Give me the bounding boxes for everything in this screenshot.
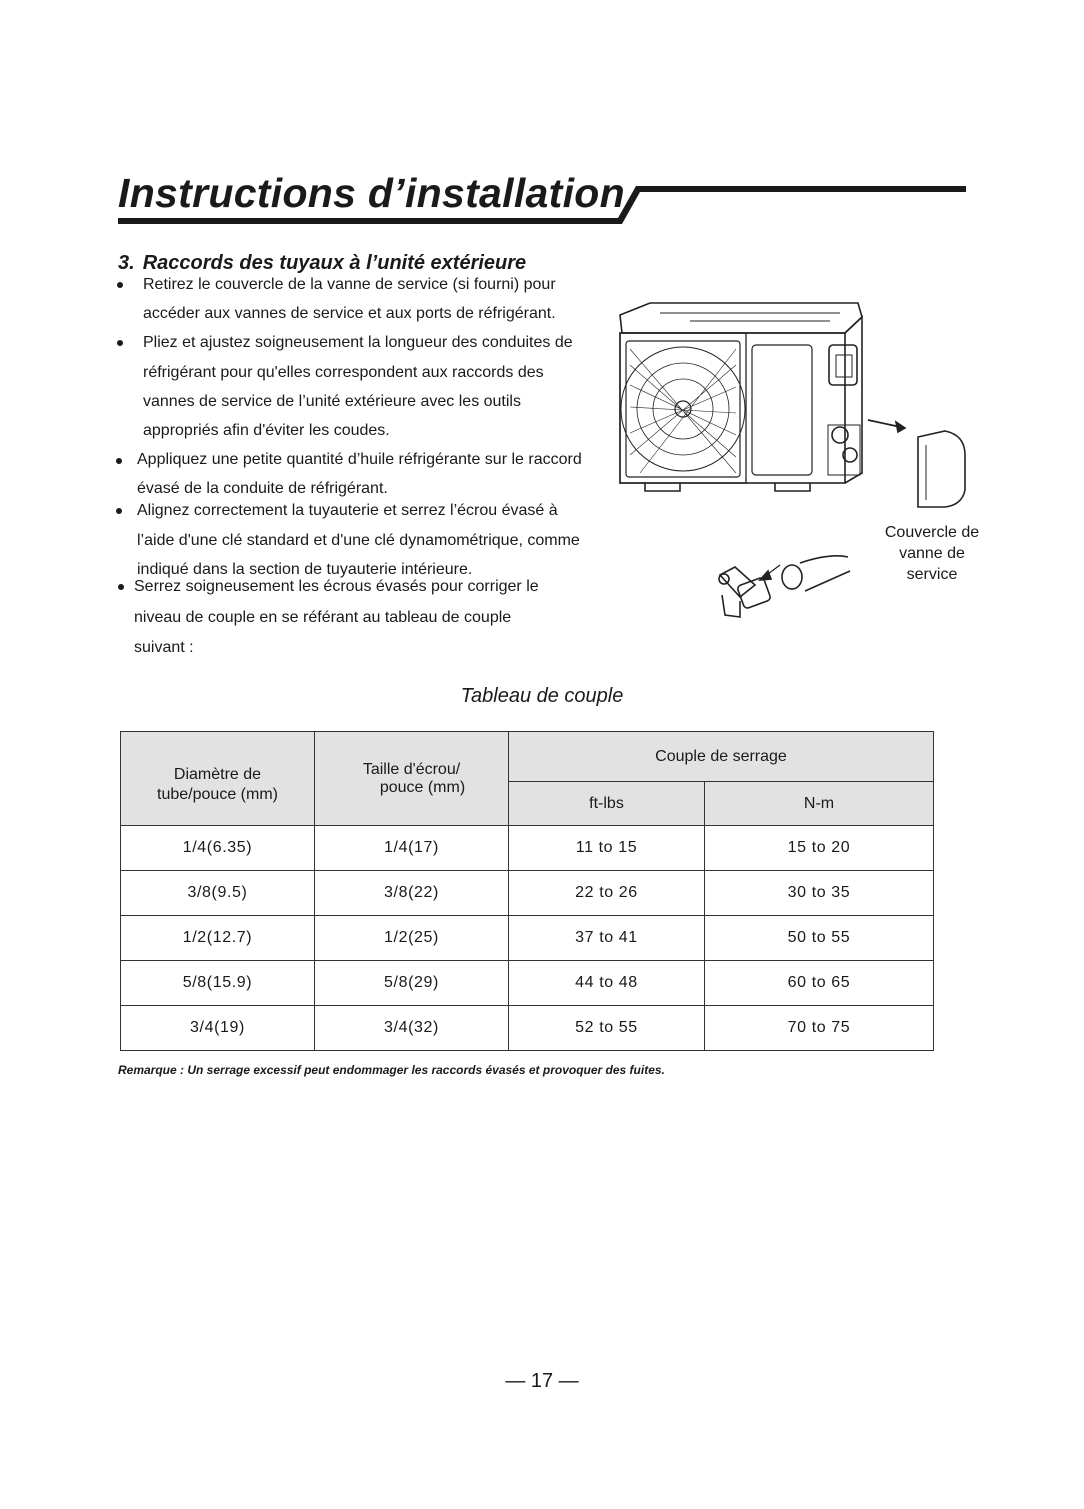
bullet-5-line-2: niveau de couple en se référant au tableau de couple [134,609,512,626]
cell-nm: 70 to 75 [705,1006,934,1051]
bullet-dot [116,458,122,464]
cell-nut-size: 1/4(17) [315,826,509,871]
cell-nut-size: 3/8(22) [315,871,509,916]
cover-caption-line-1: Couvercle de [884,524,980,541]
flare-fitting [782,565,802,589]
section-number: 3. [118,252,135,274]
table-row [121,1006,934,1051]
table-caption: Tableau de couple [460,685,624,707]
flare-nut [737,577,772,609]
bullet-dot [118,584,124,590]
header-nut-size-line-2: pouce (mm) [379,778,466,796]
cell-nut-size: 3/4(32) [315,1006,509,1051]
cell-nm: 50 to 55 [705,916,934,961]
cell-diameter: 1/2(12.7) [121,916,315,961]
header-ftlbs: ft-lbs [509,782,705,826]
bullet-dot [116,508,122,514]
torque-note: Remarque : Un serrage excessif peut endommager les raccords évasés et provoquer des fuites. [118,1063,665,1077]
cell-ftlbs: 37 to 41 [509,916,705,961]
bullet-1-line-2: accéder aux vannes de service et aux ports de réfrigérant. [143,305,556,322]
cell-ftlbs: 22 to 26 [509,871,705,916]
bullet-2-line-4: appropriés afin d'éviter les coudes. [143,422,390,439]
unit-top-cover [620,303,862,333]
table-row [121,871,934,916]
header-diameter-text: Diamètre de tube/pouce (mm) [157,765,278,803]
cell-nut-size: 1/2(25) [315,916,509,961]
cell-nm: 30 to 35 [705,871,934,916]
section-heading [118,252,526,275]
bullet-1-line-1: Retirez le couvercle de la vanne de service (si fourni) pour [143,276,556,293]
bullet-2-line-1: Pliez et ajustez soigneusement la longueur des conduites de [143,334,573,351]
title-rule [0,0,1084,240]
header-nut-size [315,732,509,826]
table-row [121,916,934,961]
outdoor-unit-illustration [600,295,1000,655]
section-title: Raccords des tuyaux à l’unité extérieure [142,252,527,274]
cell-nut-size: 5/8(29) [315,961,509,1006]
bullet-dot [117,282,123,288]
cell-diameter: 3/8(9.5) [121,871,315,916]
cell-ftlbs: 52 to 55 [509,1006,705,1051]
cell-diameter: 3/4(19) [121,1006,315,1051]
header-nut-size-line-1: Taille d'écrou/ [362,760,461,778]
page-number: — 17 — [505,1370,579,1392]
bullet-dot [117,340,123,346]
table-row [121,961,934,1006]
bullet-2-line-3: vannes de service de l’unité extérieure avec les outils [143,393,521,410]
bullet-4-line-1: Alignez correctement la tuyauterie et serrez l’écrou évasé à [137,502,558,519]
bullet-3-line-2: évasé de la conduite de réfrigérant. [137,480,388,497]
cover-caption-line-3: service [906,566,958,583]
page-title: Instructions d’installation [118,170,625,216]
bullet-5-line-1: Serrez soigneusement les écrous évasés pour corriger le [134,578,539,595]
table-row [121,826,934,871]
service-valve-cover [918,431,965,507]
cell-diameter: 1/4(6.35) [121,826,315,871]
bullet-5-line-3: suivant : [134,639,194,656]
torque-table [120,731,934,1051]
side-panel [752,345,812,475]
header-nm: N-m [705,782,934,826]
title-underline [118,186,966,224]
bullet-3-line-1: Appliquez une petite quantité d’huile réfrigérante sur le raccord [137,451,582,468]
unit-body [620,333,845,483]
bullet-4-line-3: indiqué dans la section de tuyauterie intérieure. [137,561,473,578]
cover-caption-line-2: vanne de [899,545,965,562]
cover-caption [876,522,988,585]
handle [829,345,857,385]
header-diameter [121,732,315,826]
cell-nm: 60 to 65 [705,961,934,1006]
header-torque: Couple de serrage [509,732,934,782]
cell-nm: 15 to 20 [705,826,934,871]
cell-diameter: 5/8(15.9) [121,961,315,1006]
refrigerant-pipe [800,556,850,591]
bullet-2-line-2: réfrigérant pour qu'elles correspondent aux raccords des [143,364,544,381]
bullet-4-line-2: l’aide d'une clé standard et d'une clé dynamométrique, comme [137,532,580,549]
cell-ftlbs: 44 to 48 [509,961,705,1006]
cell-ftlbs: 11 to 15 [509,826,705,871]
